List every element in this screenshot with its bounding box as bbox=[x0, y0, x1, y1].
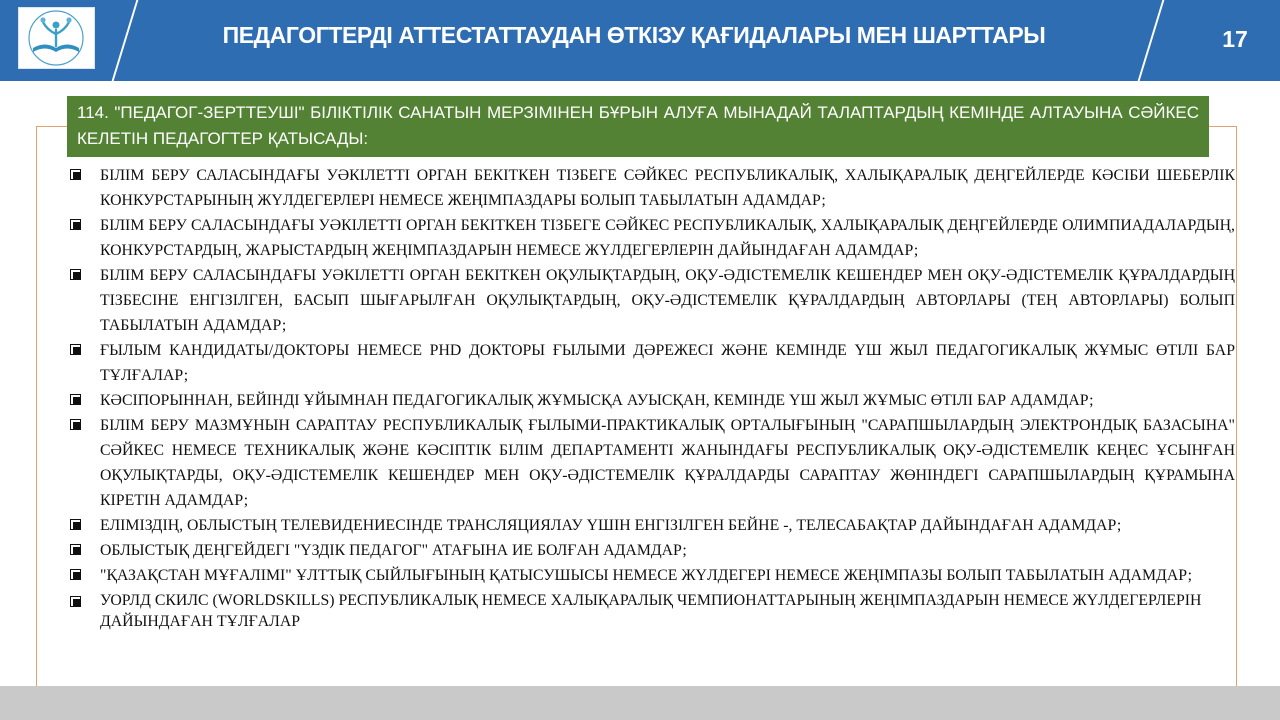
list-item bbox=[70, 263, 1235, 338]
list-item-text: ҒЫЛЫМ КАНДИДАТЫ/ДОКТОРЫ НЕМЕСЕ PHD ДОКТОРЫ ҒЫЛЫМИ ДӘРЕЖЕСІ ЖӘНЕ КЕМІНДЕ ҮШ ЖЫЛ ПЕДАГОГИКАЛЫҚ ЖҰМЫС ӨТІЛІ БАР ТҰЛҒАЛАР; bbox=[100, 342, 1235, 384]
list-item bbox=[70, 513, 1235, 538]
page-number: 17 bbox=[1222, 26, 1248, 52]
header-divider-right bbox=[1138, 0, 1165, 81]
list-item bbox=[70, 563, 1235, 588]
section-heading-banner: 114. "ПЕДАГОГ-ЗЕРТТЕУШІ" БІЛІКТІЛІК САНАТЫН МЕРЗІМІНЕН БҰРЫН АЛУҒА МЫНАДАЙ ТАЛАПТАРДЫҢ КЕМІНДЕ АЛТАУЫНА СӘЙКЕС КЕЛЕТІН ПЕДАГОГТЕР ҚАТЫСАДЫ: bbox=[67, 96, 1209, 157]
header-bar bbox=[0, 0, 1280, 81]
header-divider-left bbox=[112, 0, 139, 81]
checkbox-bullet-icon bbox=[70, 219, 81, 230]
list-item-text: БІЛІМ БЕРУ МАЗМҰНЫН САРАПТАУ РЕСПУБЛИКАЛЫҚ ҒЫЛЫМИ-ПРАКТИКАЛЫҚ ОРТАЛЫҒЫНЫҢ "САРАПШЫЛАРДЫҢ ЭЛЕКТРОНДЫҚ БАЗАСЫНА" СӘЙКЕС НЕМЕСЕ ТЕХНИКАЛЫҚ ЖӘНЕ КӘСІПТІК БІЛІМ ДЕПАРТАМЕНТІ ЖАНЫНДАҒЫ РЕСПУБЛИКАЛЫҚ ОҚУ-ӘДІСТЕМЕЛІК КЕҢЕС ҰСЫНҒАН ОҚУЛЫҚТАРДЫ, ОҚУ-ӘДІСТЕМЕЛІК КЕШЕНДЕР МЕН ОҚУ-ӘДІСТЕМЕЛІК ҚҰРАЛДАРДЫ САРАПТАУ ЖӨНІНДЕГІ САРАПШЫЛАРДЫҢ ҚҰРАМЫНА КІРЕТІН АДАМДАР; bbox=[100, 417, 1235, 509]
list-item bbox=[70, 338, 1235, 388]
list-item bbox=[70, 590, 1235, 632]
list-item-text: КӘСІПОРЫННАН, БЕЙІНДІ ҰЙЫМНАН ПЕДАГОГИКАЛЫҚ ЖҰМЫСҚА АУЫСҚАН, КЕМІНДЕ ҮШ ЖЫЛ ЖҰМЫС ӨТІЛІ БАР АДАМДАР; bbox=[100, 392, 1094, 409]
checkbox-bullet-icon bbox=[70, 596, 81, 607]
list-item bbox=[70, 538, 1235, 563]
list-item-text: "ҚАЗАҚСТАН МҰҒАЛІМІ" ҰЛТТЫҚ СЫЙЛЫҒЫНЫҢ ҚАТЫСУШЫСЫ НЕМЕСЕ ЖҮЛДЕГЕРІ НЕМЕСЕ ЖЕҢІМПАЗЫ БОЛЫП ТАБЫЛАТЫН АДАМДАР; bbox=[100, 567, 1192, 584]
list-item bbox=[70, 163, 1235, 213]
list-item-text: ЕЛІМІЗДІҢ, ОБЛЫСТЫҢ ТЕЛЕВИДЕНИЕСІНДЕ ТРАНСЛЯЦИЯЛАУ ҮШІН ЕНГІЗІЛГЕН БЕЙНЕ -, ТЕЛЕСАБАҚТАР ДАЙЫНДАҒАН АДАМДАР; bbox=[100, 517, 1122, 534]
list-item bbox=[70, 213, 1235, 263]
checkbox-bullet-icon bbox=[70, 544, 81, 555]
checkbox-bullet-icon bbox=[70, 269, 81, 280]
checkbox-bullet-icon bbox=[70, 569, 81, 580]
footer-bar bbox=[0, 686, 1280, 720]
list-item-text: ОБЛЫСТЫҚ ДЕҢГЕЙДЕГІ "ҮЗДІК ПЕДАГОГ" АТАҒЫНА ИЕ БОЛҒАН АДАМДАР; bbox=[100, 542, 687, 559]
checkbox-bullet-icon bbox=[70, 169, 81, 180]
checkbox-bullet-icon bbox=[70, 419, 81, 430]
list-item-text: УОРЛД СКИЛС (WORLDSKILLS) РЕСПУБЛИКАЛЫҚ НЕМЕСЕ ХАЛЫҚАРАЛЫҚ ЧЕМПИОНАТТАРЫНЫҢ ЖЕҢІМПАЗДАРЫН НЕМЕСЕ ЖҮЛДЕГЕРЛЕРІН ДАЙЫНДАҒАН ТҰЛҒАЛАР bbox=[100, 592, 1202, 630]
list-item bbox=[70, 388, 1235, 413]
list-item-text: БІЛІМ БЕРУ САЛАСЫНДАҒЫ УӘКІЛЕТТІ ОРГАН БЕКІТКЕН ТІЗБЕГЕ СӘЙКЕС РЕСПУБЛИКАЛЫҚ, ХАЛЫҚАРАЛЫҚ ДЕҢГЕЙЛЕРДЕ КӘСІБИ ШЕБЕРЛІК КОНКУРСТАРЫНЫҢ ЖҮЛДЕГЕРЛЕРІ НЕМЕСЕ ЖЕҢІМПАЗДАРЫ БОЛЫП ТАБЫЛАТЫН АДАМДАР; bbox=[100, 167, 1235, 209]
requirements-list bbox=[70, 163, 1235, 632]
list-item-text: БІЛІМ БЕРУ САЛАСЫНДАҒЫ УӘКІЛЕТТІ ОРГАН БЕКІТКЕН ОҚУЛЫҚТАРДЫҢ, ОҚУ-ӘДІСТЕМЕЛІК КЕШЕНДЕР МЕН ОҚУ-ӘДІСТЕМЕЛІК ҚҰРАЛДАРДЫҢ ТІЗБЕСІНЕ ЕНГІЗІЛГЕН, БАСЫП ШЫҒАРЫЛҒАН ОҚУЛЫҚТАРДЫҢ, ОҚУ-ӘДІСТЕМЕЛІК ҚҰРАЛДАРДЫҢ АВТОРЛАРЫ (ТЕҢ АВТОРЛАРЫ) БОЛЫП ТАБЫЛАТЫН АДАМДАР; bbox=[100, 267, 1235, 334]
education-logo-icon bbox=[18, 7, 95, 69]
checkbox-bullet-icon bbox=[70, 344, 81, 355]
page-title: ПЕДАГОГТЕРДІ АТТЕСТАТТАУДАН ӨТКІЗУ ҚАҒИДАЛАРЫ МЕН ШАРТТАРЫ bbox=[222, 22, 1046, 48]
checkbox-bullet-icon bbox=[70, 394, 81, 405]
list-item bbox=[70, 413, 1235, 513]
checkbox-bullet-icon bbox=[70, 519, 81, 530]
list-item-text: БІЛІМ БЕРУ САЛАСЫНДАҒЫ УӘКІЛЕТТІ ОРГАН БЕКІТКЕН ТІЗБЕГЕ СӘЙКЕС РЕСПУБЛИКАЛЫҚ, ХАЛЫҚАРАЛЫҚ ДЕҢГЕЙЛЕРДЕ ОЛИМПИАДАЛАРДЫҢ, КОНКУРСТАРДЫҢ, ЖАРЫСТАРДЫҢ ЖЕҢІМПАЗДАРЫН НЕМЕСЕ ЖҮЛДЕГЕРЛЕРІН ДАЙЫНДАҒАН АДАМДАР; bbox=[100, 217, 1235, 259]
